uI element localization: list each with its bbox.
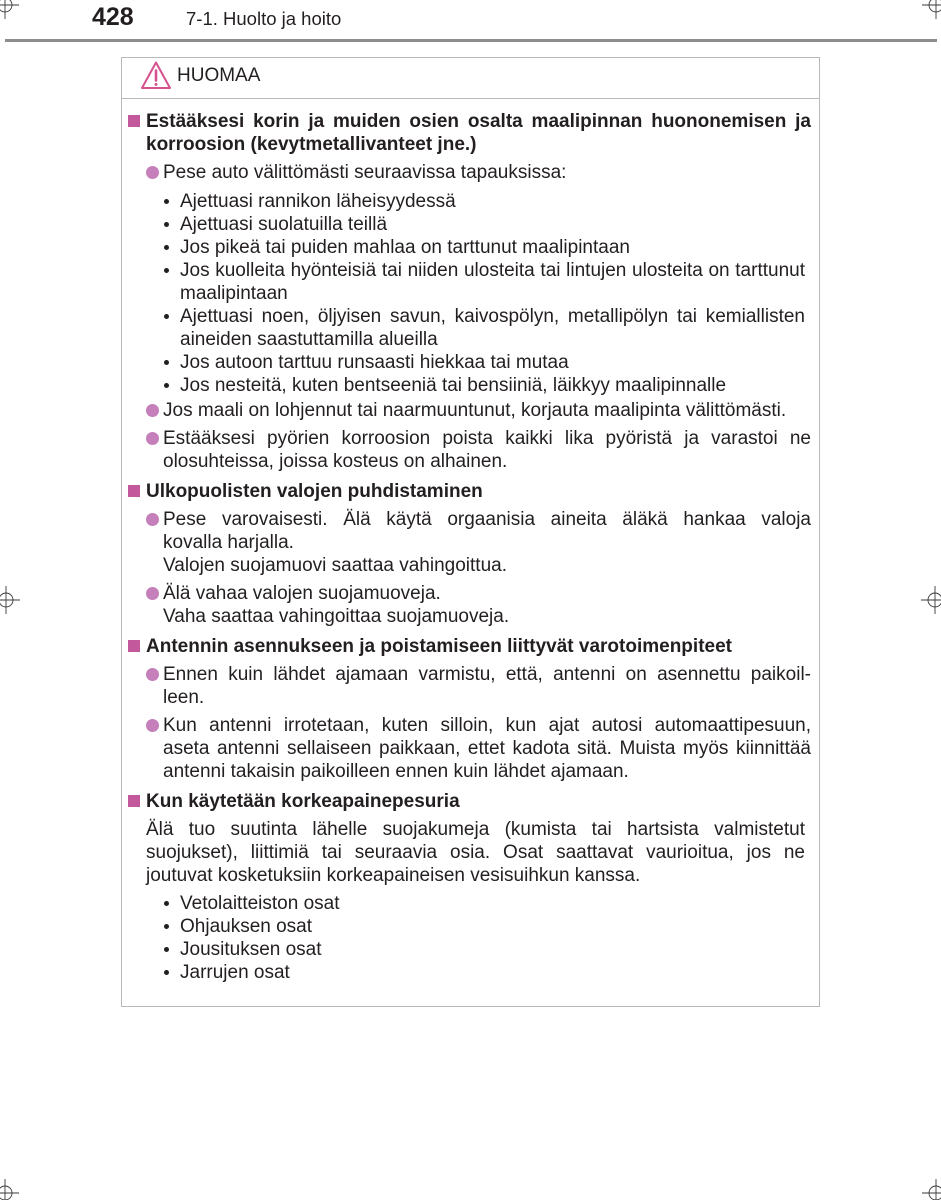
item-line: Valojen suojamuovi saattaa vahingoittua. [163,555,507,576]
sub-item-line: Ajettuasi suolatuilla teillä [180,214,388,235]
warning-triangle-icon [140,60,172,91]
sub-item-line: Jos kuolleita hyönteisiä tai niiden ulosteita tai lintujen ulosteita on tarttunut [180,260,805,281]
heading-line: korroosion (kevytmetallivanteet jne.) [146,134,477,155]
notice-section [122,110,811,473]
chapter-title: 7-1. Huolto ja hoito [186,8,342,29]
circle-bullet-icon [146,432,159,445]
item-line: kovalla harjalla. [163,532,294,553]
sub-item-line: Jos nesteitä, kuten bentseeniä tai bensiiniä, läikkyy maalipinnalle [180,375,727,396]
paragraph-line: Älä tuo suutinta lähelle suojakumeja (kumista tai hartsista valmistetut [146,819,805,840]
sub-list [122,190,805,397]
crop-mark [0,1179,19,1200]
notice-box [121,57,820,1007]
page-number: 428 [92,3,134,31]
item-line: olosuhteissa, joissa kosteus on alhainen. [163,451,508,472]
item-line: Pese auto välittömästi seuraavissa tapauksissa: [163,162,567,183]
paragraph-line: suojukset), liittimiä tai seuraavia osia. Osat saattavat vaurioitua, jos ne [146,842,805,863]
crop-mark [922,1179,941,1200]
bullet-dot-icon [164,222,169,227]
sub-list-item [180,351,805,374]
circle-bullet-icon [146,587,159,600]
item-line: Kun antenni irrotetaan, kuten silloin, kun ajat autosi automaattipesuun, [163,715,811,736]
circle-bullet-icon [146,404,159,417]
circle-bullet-icon [146,719,159,732]
item-line: Pese varovaisesti. Älä käytä orgaanisia aineita äläkä hankaa valoja [163,509,811,530]
notice-section [122,635,811,783]
sub-list-item [180,213,805,236]
notice-content [122,99,819,1006]
bullet-dot-icon [164,970,169,975]
sub-item-line: Ajettuasi noen, öljyisen savun, kaivospölyn, metallipölyn tai kemiallisten [180,306,805,327]
square-bullet-icon [128,115,140,127]
circle-bullet-icon [146,668,159,681]
bullet-item [122,399,811,422]
item-line: antenni takaisin paikoilleen ennen kuin lähdet ajamaan. [163,761,629,782]
paragraph [122,818,805,887]
item-line: aseta antenni sellaiseen paikkaan, ettet kadota sitä. Muista myös kiinnittää [163,738,811,759]
square-bullet-icon [128,485,140,497]
bullet-item [122,582,811,628]
item-line: Jos maali on lohjennut tai naarmuuntunut, korjauta maalipinta välittömästi. [163,400,787,421]
paragraph-line: joutuvat kosketuksiin korkeapaineisen vesisuihkun kanssa. [146,865,641,886]
section-heading [122,790,811,813]
circle-bullet-icon [146,513,159,526]
circle-bullet-icon [146,166,159,179]
sub-item-line: aineiden saastuttamilla alueilla [180,329,438,350]
bullet-dot-icon [164,199,169,204]
section-heading [122,480,811,503]
section-heading [122,635,811,658]
sub-list-item [180,374,805,397]
sub-list-item [180,190,805,213]
notice-header [122,58,819,99]
bullet-item [122,663,811,709]
sub-item-line: Jos autoon tarttuu runsaasti hiekkaa tai mutaa [180,352,569,373]
bullet-dot-icon [164,268,169,273]
sub-item-line: Jarrujen osat [180,962,290,983]
item-line: leen. [163,687,205,708]
sub-item-line: Ohjauksen osat [180,916,313,937]
crop-mark [922,0,941,19]
heading-line: Ulkopuolisten valojen puhdistaminen [146,481,483,502]
header-rule [5,39,937,42]
bullet-item [122,714,811,783]
item-line: Vaha saattaa vahingoittaa suojamuoveja. [163,606,510,627]
bullet-item [122,161,811,184]
sub-list-item [180,305,805,351]
crop-mark [0,586,20,614]
item-line: Ennen kuin lähdet ajamaan varmistu, että, antenni on asennettu paikoil- [163,664,811,685]
bullet-dot-icon [164,924,169,929]
sub-list-item [180,961,805,984]
item-line: Älä vahaa valojen suojamuoveja. [163,583,441,604]
square-bullet-icon [128,640,140,652]
bullet-dot-icon [164,314,169,319]
bullet-dot-icon [164,245,169,250]
notice-section [122,790,811,984]
heading-line: Antennin asennukseen ja poistamiseen liittyvät varotoimenpiteet [146,636,732,657]
crop-mark [921,586,941,614]
sub-item-line: Jos pikeä tai puiden mahlaa on tarttunut maalipintaan [180,237,630,258]
sub-list-item [180,938,805,961]
notice-title: HUOMAA [177,65,261,86]
sub-item-line: Jousituksen osat [180,939,322,960]
section-heading [122,110,811,156]
bullet-dot-icon [164,360,169,365]
item-line: Estääksesi pyörien korroosion poista kaikki lika pyöristä ja varastoi ne [163,428,811,449]
sub-list-item [180,236,805,259]
notice-section [122,480,811,628]
bullet-dot-icon [164,947,169,952]
sub-list-item [180,915,805,938]
bullet-dot-icon [164,901,169,906]
sub-list [122,892,805,984]
sub-item-line: maalipintaan [180,283,288,304]
bullet-item [122,508,811,577]
sub-list-item [180,892,805,915]
bullet-item [122,427,811,473]
sub-list-item [180,259,805,305]
heading-line: Estääksesi korin ja muiden osien osalta maalipinnan huononemisen ja [146,111,811,132]
square-bullet-icon [128,795,140,807]
bullet-dot-icon [164,383,169,388]
sub-item-line: Ajettuasi rannikon läheisyydessä [180,191,456,212]
crop-mark [0,0,19,19]
heading-line: Kun käytetään korkeapainepesuria [146,791,460,812]
sub-item-line: Vetolaitteiston osat [180,893,340,914]
